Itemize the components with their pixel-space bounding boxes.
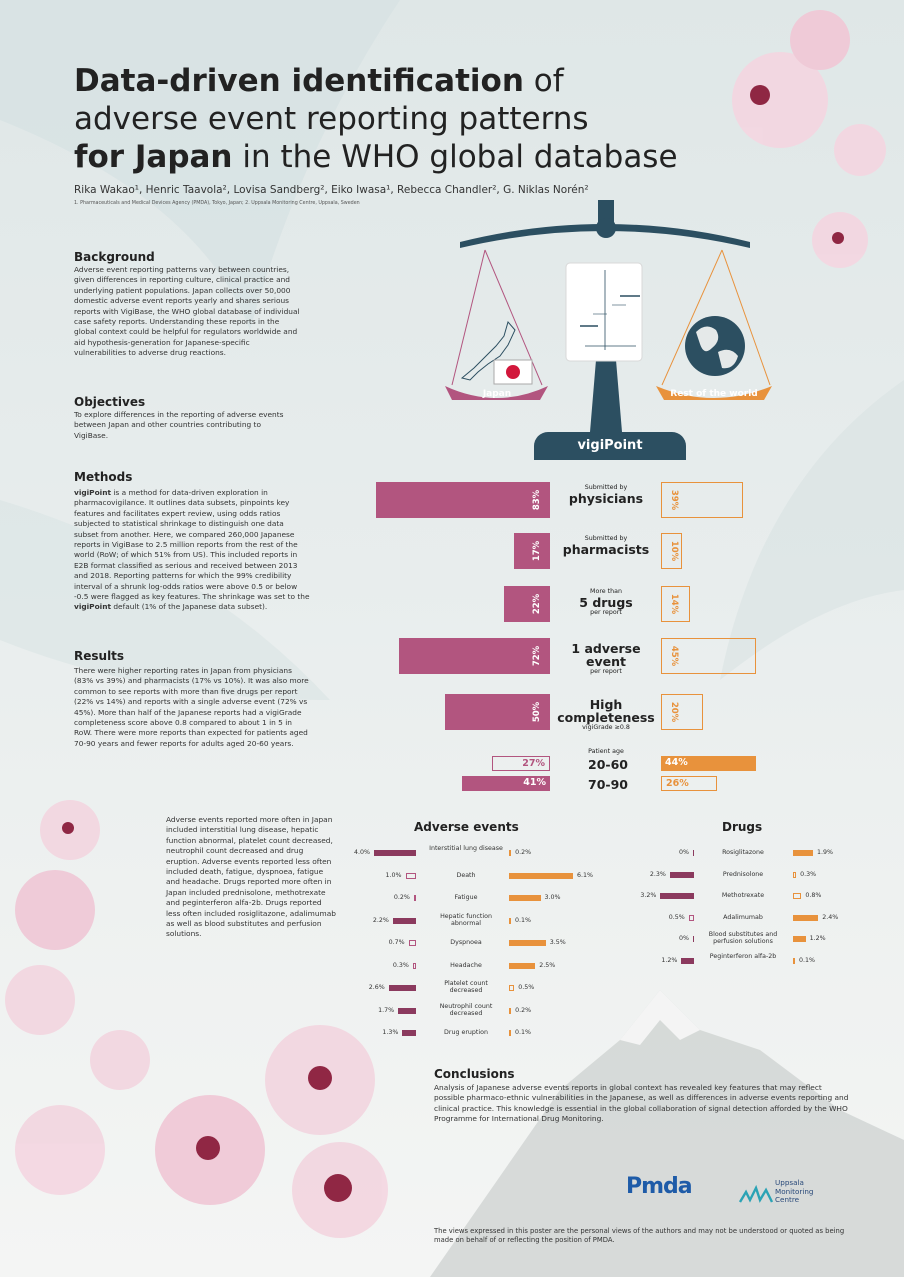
- row-bar-label: 20%: [669, 701, 680, 723]
- side-note: Adverse events reported more often in Japan included interstitial lung disease, hepatic function abnormal, platelet count decreased, neutrophil count decreased and drug eruption. Adverse events reported less often included death, fatigue, dyspnoea, fatigue and headache. Drugs reported more often in Japan included prednisolone, methotrexate and peginterferon alfa-2b. Drugs reported less often included rosiglitazone, adalimumab as well as blood substitutes and perfusion solutions.: [166, 815, 336, 939]
- japan-value: 0.5%: [668, 913, 685, 921]
- category-label: [556, 535, 656, 556]
- umc-logo-icon: [738, 1182, 774, 1206]
- age-japan-bar: 27%: [492, 756, 550, 771]
- category-big: High completeness: [557, 697, 655, 725]
- row-value: 3.5%: [549, 939, 566, 946]
- category-big: physicians: [568, 491, 644, 506]
- category-small-bottom: per report: [590, 668, 622, 675]
- category-small-bottom: vigiGrade ≥0.8: [582, 724, 630, 731]
- title-rest-3: in the WHO global database: [232, 139, 678, 175]
- japan-bar: [689, 915, 694, 921]
- row-value: 0.1%: [799, 956, 815, 964]
- row-bar: [661, 482, 743, 518]
- category-small-top: Submitted by: [584, 535, 628, 542]
- age-header-text: Patient age: [588, 748, 624, 755]
- background-heading: Background: [74, 250, 155, 264]
- table-row: [0, 951, 904, 971]
- japan-value: 0%: [679, 849, 689, 856]
- row-label: Death: [456, 871, 476, 879]
- japan-bar: [399, 638, 550, 674]
- age-row-bar: 26%: [661, 776, 717, 791]
- category-big: 5 drugs: [579, 595, 633, 610]
- row-bar: [509, 985, 514, 991]
- japan-value: 0.2%: [393, 894, 410, 901]
- row-label: Methotrexate: [721, 892, 765, 899]
- japan-value: 1.2%: [661, 956, 678, 964]
- row-value: 0.2%: [515, 849, 532, 856]
- row-label: Platelet count decreased: [444, 980, 488, 994]
- pmda-logo: Pmda: [626, 1174, 692, 1199]
- objectives-heading: Objectives: [74, 395, 146, 409]
- row-label: Interstitial lung disease: [429, 845, 503, 852]
- row-value: 0.5%: [518, 984, 535, 991]
- japan-bar-label: 50%: [531, 701, 542, 723]
- japan-bar-label: 72%: [531, 645, 542, 667]
- japan-value: 2.6%: [368, 984, 385, 991]
- umc-line-2: Monitoring: [775, 1186, 814, 1196]
- japan-bar: [660, 893, 694, 899]
- title-bold-1: Data-driven identification: [74, 63, 524, 99]
- conclusions-heading: Conclusions: [434, 1067, 515, 1081]
- table-row: [0, 929, 904, 949]
- methods-bold-2: vigiPoint: [74, 602, 111, 612]
- table-row: [0, 886, 904, 906]
- row-bar: [509, 1008, 511, 1014]
- methods-text-2: default (1% of the Japanese data subset).: [111, 602, 268, 612]
- disclaimer: The views expressed in this poster are the personal views of the authors and may not be understood or quoted as being made on behalf of or reflecting the position of PMDA.: [434, 1227, 845, 1245]
- japan-bar: [670, 872, 694, 878]
- japan-bar: [445, 694, 550, 730]
- table-row: [0, 1023, 904, 1043]
- row-label: Adalimumab: [723, 913, 763, 921]
- poster-title: [74, 62, 714, 176]
- row-bar: [793, 872, 796, 878]
- table-row: [0, 908, 904, 928]
- methods-text: [74, 488, 310, 613]
- affiliations: 1. Pharmaceuticals and Medical Devices Agency (PMDA), Tokyo, Japan; 2. Uppsala Monitoring Centre, Uppsala, Sweden: [74, 201, 360, 206]
- row-bar-label: 14%: [669, 593, 680, 615]
- row-bar-label: 10%: [669, 540, 680, 562]
- background-text: Adverse event reporting patterns vary between countries, given differences in reporting culture, clinical practice and underlying patient populations. Japan collects over 50,000 domestic adverse event reports yearly and shares serious reports with VigiBase, the WHO global database of individual case safety reports. Understanding these reports in the global context could be helpful for regulators worldwide and aid hypothesis-generation for Japanese-specific vulnerabilities to adverse drug reactions.: [74, 265, 300, 358]
- row-bar: [661, 638, 756, 674]
- table-row: [0, 978, 904, 998]
- japan-value: 2.3%: [649, 870, 666, 878]
- japan-label: Japan: [482, 389, 512, 399]
- row-value: 1.9%: [816, 849, 833, 856]
- age-row-bar: 44%: [661, 756, 756, 771]
- category-label: [556, 642, 656, 676]
- category-big: pharmacists: [562, 542, 650, 557]
- japan-value: 2.2%: [372, 916, 389, 924]
- japan-bar: [681, 958, 694, 964]
- row-bar: [793, 850, 813, 856]
- methods-text-1: is a method for data-driven exploration in pharmacovigilance. It outlines data subsets, pinpoints key features and facilitates expert review, using odds ratios subjected to statistical shrinkage to distinguish one data subset from another. Here, we compared 260,000 Japanese reports in VigiBase to 2.5 million reports from the rest of the world (RoW; of which 51% from US). This included reports in E2B format classified as serious and received between 2013 and 2018. Reporting patterns for which the 99% credibility interval of a shrunk log-odds ratios were above 0.5 or below -0.5 were flagged as key features. The shrinkage was set to the: [74, 488, 310, 602]
- row-label: Blood substitutes and perfusion solutions: [708, 931, 778, 945]
- results-heading: Results: [74, 649, 125, 663]
- table-row: [0, 865, 904, 885]
- title-rest-1: of: [523, 63, 564, 99]
- japan-bar-label: 83%: [531, 489, 542, 511]
- category-small-top: More than: [590, 588, 622, 595]
- objectives-text: To explore differences in the reporting of adverse events between Japan and other countries contributing to VigiBase.: [74, 410, 284, 440]
- row-bar: [661, 586, 690, 622]
- row-bar-label: 39%: [669, 489, 680, 511]
- row-value: 3.0%: [544, 894, 561, 901]
- row-bar: [793, 893, 801, 899]
- row-bar-label: 45%: [669, 645, 680, 667]
- japan-bar: [389, 985, 416, 991]
- table-row: [0, 843, 904, 863]
- category-label: [556, 588, 656, 617]
- japan-value: 1.3%: [382, 1029, 399, 1036]
- authors: Rika Wakao¹, Henric Taavola², Lovisa Sandberg², Eiko Iwasa¹, Rebecca Chandler², G. Niklas Norén²: [74, 184, 589, 196]
- row-bar: [793, 958, 795, 964]
- drugs-title: Drugs: [722, 820, 763, 834]
- japan-value: 4.0%: [354, 849, 370, 856]
- methods-bold-1: vigiPoint: [74, 488, 111, 497]
- japan-bar: [514, 533, 550, 569]
- row-label: Headache: [450, 961, 482, 969]
- row-value: 0.8%: [805, 892, 822, 899]
- age-japan-bar: 41%: [462, 776, 550, 791]
- japan-bar: [693, 936, 694, 942]
- japan-value: 0.7%: [388, 939, 405, 946]
- japan-value: 0%: [679, 935, 689, 942]
- row-label: Rest of the world: [670, 389, 758, 399]
- japan-bar: [402, 1030, 416, 1036]
- row-bar: [661, 533, 682, 569]
- age-label: 20-60: [588, 757, 628, 772]
- row-bar: [793, 936, 806, 942]
- title-bold-3: for Japan: [74, 139, 233, 175]
- row-bar: [509, 1030, 511, 1036]
- japan-bar: [693, 850, 694, 856]
- row-value: 0.1%: [515, 916, 531, 924]
- umc-line-1: Uppsala: [775, 1178, 804, 1187]
- methods-heading: Methods: [74, 470, 133, 484]
- japan-value: 1.0%: [385, 871, 402, 879]
- title-line-2: adverse event reporting patterns: [74, 101, 589, 137]
- row-value: 6.1%: [577, 871, 594, 879]
- row-label: Fatigue: [454, 894, 478, 901]
- age-header: [556, 748, 656, 756]
- row-label: Peginterferon alfa-2b: [709, 952, 777, 960]
- row-label: Drug eruption: [444, 1029, 488, 1036]
- category-label: [556, 484, 656, 505]
- adverse-events-title: Adverse events: [414, 820, 519, 834]
- japan-bar-label: 22%: [531, 593, 542, 615]
- japan-value: 3.2%: [640, 892, 657, 899]
- umc-line-3: Centre: [775, 1195, 800, 1204]
- vigipoint-label: vigiPoint: [534, 432, 686, 460]
- row-label: Neutrophil count decreased: [439, 1002, 493, 1017]
- row-value: 0.3%: [800, 870, 817, 878]
- category-big: 1 adverse event: [571, 641, 641, 669]
- row-label: Prednisolone: [722, 870, 764, 878]
- row-bar: [661, 694, 703, 730]
- conclusions-text: Analysis of Japanese adverse events reports in global context has revealed key features that may reflect possible pharmaco-ethnic vulnerabilities in the Japanese, as well as differences in adverse events reporting and clinical practice. This knowledge is essential in the global collaboration of signal detection afforded by the WHO Programme for International Drug Monitoring.: [434, 1083, 849, 1124]
- category-small-top: Submitted by: [584, 484, 628, 491]
- age-label: 70-90: [588, 777, 628, 792]
- category-label: [556, 698, 656, 732]
- table-row: [0, 1001, 904, 1021]
- japan-value: 1.7%: [378, 1006, 395, 1014]
- row-label: Hepatic function abnormal: [440, 912, 492, 927]
- row-value: 2.4%: [822, 913, 839, 921]
- row-label: Dyspnoea: [450, 939, 482, 946]
- row-label: Rosiglitazone: [722, 849, 764, 856]
- row-value: 2.5%: [539, 961, 556, 969]
- results-text: There were higher reporting rates in Japan from physicians (83% vs 39%) and pharmacists (17% vs 10%). It was also more common to see reports with more than five drugs per report (22% vs 14%) and reports with a single adverse event (72% vs 45%). More than half of the Japanese reports had a vigiGrade completeness score above 0.8 compared to about 1 in 5 in RoW. There were more reports than expected for patients aged 70-90 years and fewer reports for adults aged 20-60 years.: [74, 666, 309, 748]
- row-bar: [793, 915, 818, 921]
- category-small-bottom: per report: [590, 609, 622, 616]
- row-value: 0.1%: [515, 1029, 531, 1036]
- japan-value: 0.3%: [392, 961, 409, 969]
- japan-bar: [398, 1008, 416, 1014]
- japan-bar: [376, 482, 550, 518]
- row-value: 0.2%: [515, 1006, 532, 1014]
- row-value: 1.2%: [809, 935, 826, 942]
- japan-bar-label: 17%: [531, 540, 542, 562]
- umc-logo-text: [775, 1179, 813, 1205]
- japan-bar: [504, 586, 550, 622]
